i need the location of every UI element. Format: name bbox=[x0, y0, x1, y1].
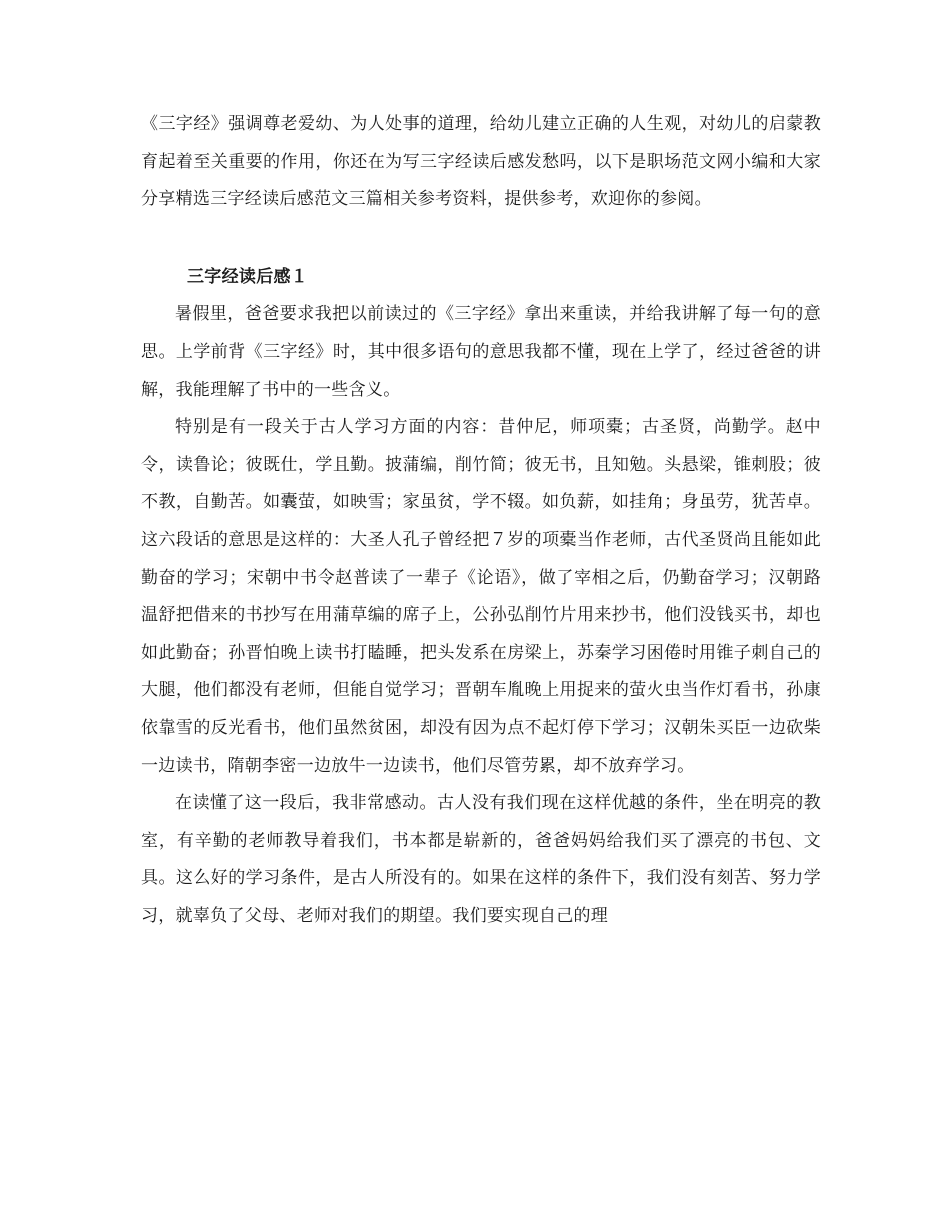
document-page bbox=[141, 106, 821, 935]
body-paragraph-3: 在读懂了这一段后，我非常感动。古人没有我们现在这样优越的条件，坐在明亮的教室，有辛勤的老师教导着我们，书本都是崭新的，爸爸妈妈给我们买了漂亮的书包、文具。这么好的学习条件，是古人所没有的。如果在这样的条件下，我们没有刻苦、努力学习，就辜负了父母、老师对我们的期望。我们要实现自己的理 bbox=[141, 793, 821, 926]
body-paragraph-1: 暑假里，爸爸要求我把以前读过的《三字经》拿出来重读，并给我讲解了每一句的意思。上学前背《三字经》时，其中很多语句的意思我都不懂，现在上学了，经过爸爸的讲解，我能理解了书中的一些含义。 bbox=[141, 304, 821, 400]
body-paragraph-2: 特别是有一段关于古人学习方面的内容：昔仲尼，师项橐；古圣贤，尚勤学。赵中令，读鲁论；彼既仕，学且勤。披蒲编，削竹简；彼无书，且知勉。头悬梁，锥刺股；彼不教，自勤苦。如囊萤，如映雪；家虽贫，学不辍。如负薪，如挂角；身虽劳，犹苦卓。这六段话的意思是这样的：大圣人孔子曾经把７岁的项橐当作老师，古代圣贤尚且能如此勤奋的学习；宋朝中书令赵普读了一辈子《论语》，做了宰相之后，仍勤奋学习；汉朝路温舒把借来的书抄写在用蒲草编的席子上，公孙弘削竹片用来抄书，他们没钱买书，却也如此勤奋；孙晋怕晚上读书打瞌睡，把头发系在房梁上，苏秦学习困倦时用锥子刺自己的大腿，他们都没有老师，但能自觉学习；晋朝车胤晚上用捉来的萤火虫当作灯看书，孙康依靠雪的反光看书，他们虽然贫困，却没有因为点不起灯停下学习；汉朝朱买臣一边砍柴一边读书，隋朝李密一边放牛一边读书，他们尽管劳累，却不放弃学习。 bbox=[141, 417, 821, 776]
section-title: 三字经读后感１ bbox=[187, 266, 309, 287]
intro-paragraph: 《三字经》强调尊老爱幼、为人处事的道理，给幼儿建立正确的人生观，对幼儿的启蒙教育起着至关重要的作用，你还在为写三字经读后感发愁吗，以下是职场范文网小编和大家分享精选三字经读后感范文三篇相关参考资料，提供参考，欢迎你的参阅。 bbox=[141, 114, 821, 210]
